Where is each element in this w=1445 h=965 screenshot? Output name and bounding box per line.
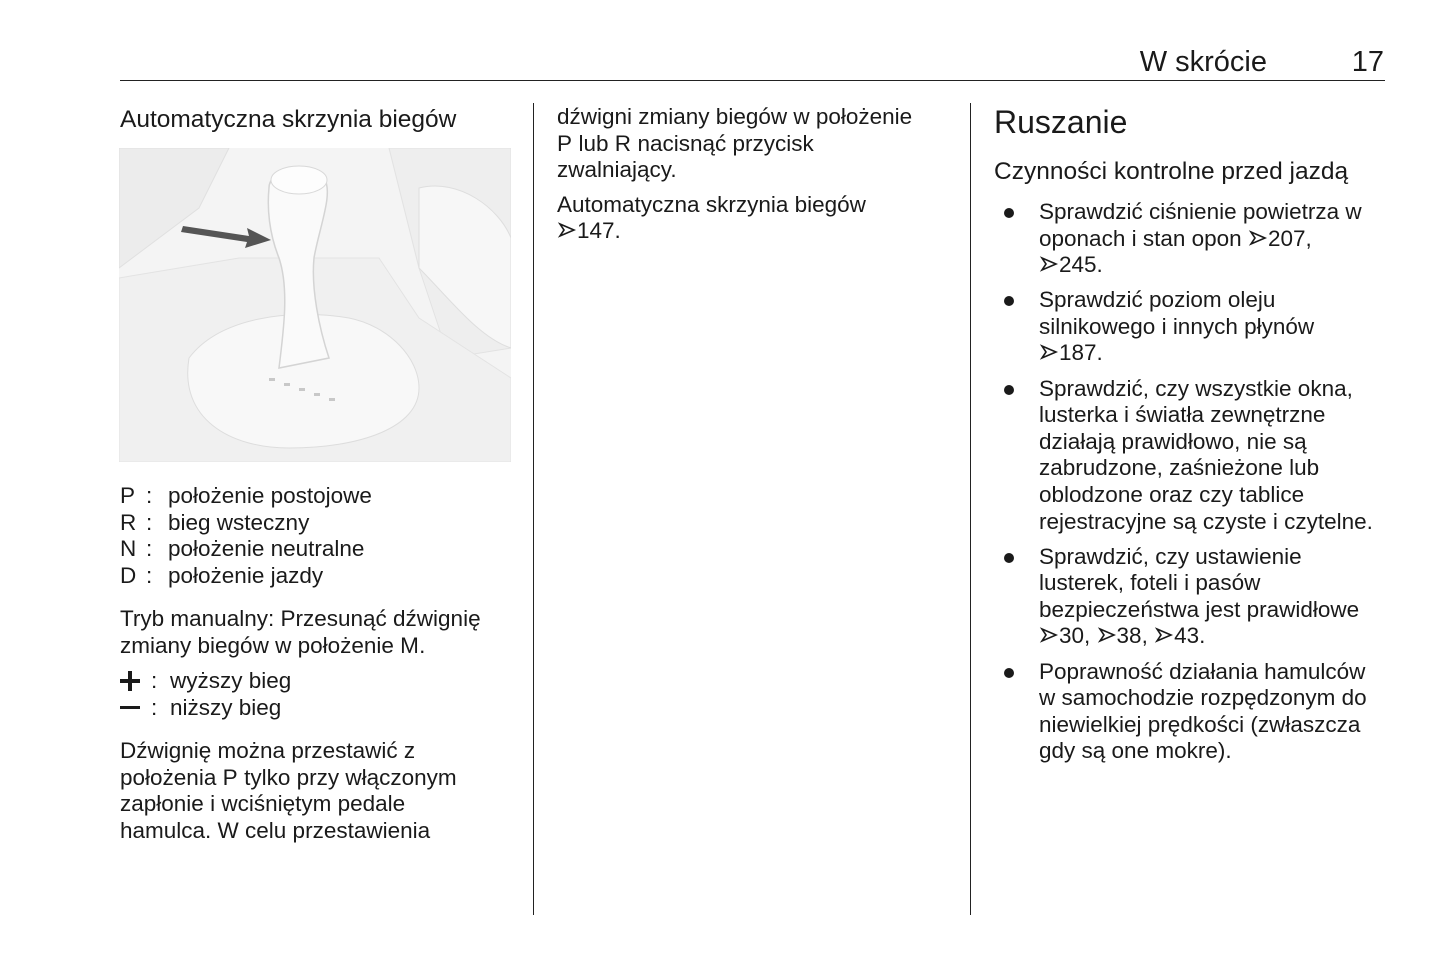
legend-text: wyższy bieg bbox=[170, 668, 292, 693]
page-reference[interactable]: 30, bbox=[1059, 623, 1091, 649]
gear-key: P bbox=[557, 130, 573, 156]
page-reference[interactable]: 245. bbox=[1059, 252, 1103, 278]
page-reference-icon bbox=[1039, 254, 1059, 274]
legend-row-p bbox=[120, 483, 520, 510]
page-reference-icon bbox=[557, 220, 577, 240]
lever-line bbox=[120, 765, 520, 792]
gear-selector-illustration bbox=[119, 148, 511, 462]
right-column bbox=[994, 103, 1394, 773]
legend-key: P bbox=[120, 483, 136, 508]
lever-line: zapłonie i wciśniętym pedale bbox=[120, 791, 406, 817]
lever-key: P bbox=[222, 764, 238, 790]
legend-row-n bbox=[120, 536, 520, 563]
legend-separator: : bbox=[151, 668, 158, 693]
legend-text: położenie jazdy bbox=[168, 562, 324, 588]
body-line bbox=[557, 131, 957, 158]
page-reference[interactable]: 187. bbox=[1059, 340, 1103, 366]
list-item bbox=[994, 376, 1394, 536]
list-line: lusterka i światła zewnętrzne bbox=[1039, 402, 1326, 428]
list-text: oponach i stan opon bbox=[1039, 225, 1242, 251]
body-text: nacisnąć przycisk bbox=[631, 130, 814, 156]
list-line: Sprawdzić, czy wszystkie okna, bbox=[1039, 375, 1353, 401]
column-divider-left bbox=[533, 103, 534, 915]
manual-mode-row-minus bbox=[120, 695, 520, 722]
body-text: lub bbox=[572, 130, 615, 156]
legend-row-r bbox=[120, 510, 520, 537]
legend-text: położenie neutralne bbox=[168, 536, 365, 562]
list-line bbox=[1039, 226, 1394, 253]
page-number: 17 bbox=[1351, 46, 1384, 78]
manual-mode-legend bbox=[120, 668, 520, 721]
legend-separator: : bbox=[146, 483, 153, 508]
legend-row-d bbox=[120, 563, 520, 590]
manual-mode-suffix: . bbox=[419, 632, 426, 658]
manual-mode-prefix: Tryb manualny: Przesunąć dźwignię zmiany biegów w położenie bbox=[120, 606, 481, 658]
middle-column bbox=[557, 104, 957, 245]
list-line bbox=[1039, 340, 1394, 367]
body-line: zwalniający. bbox=[557, 157, 677, 183]
bullet-icon bbox=[1004, 553, 1014, 563]
list-line: zabrudzone, zaśnieżone lub bbox=[1039, 455, 1320, 481]
list-line: Sprawdzić poziom oleju bbox=[1039, 287, 1276, 313]
list-line: Poprawność działania hamulców bbox=[1039, 658, 1366, 684]
section-heading-automatic-gearbox: Automatyczna skrzynia biegów bbox=[120, 106, 457, 133]
page-reference[interactable]: 207, bbox=[1267, 225, 1312, 251]
list-item bbox=[994, 544, 1394, 650]
list-line: w samochodzie rozpędzonym do bbox=[1039, 685, 1367, 711]
manual-mode-row-plus bbox=[120, 668, 520, 695]
legend-text: bieg wsteczny bbox=[168, 509, 310, 535]
page-reference-icon bbox=[1154, 625, 1174, 645]
list-line: silnikowego i innych płynów bbox=[1039, 313, 1315, 339]
list-line: niewielkiej prędkości (zwłaszcza bbox=[1039, 711, 1361, 737]
list-item bbox=[994, 659, 1394, 765]
list-item bbox=[994, 199, 1394, 279]
lever-line: Dźwignię można przestawić z bbox=[120, 738, 416, 763]
list-line bbox=[1039, 623, 1394, 650]
list-line: oblodzone oraz czy tablice bbox=[1039, 481, 1305, 507]
column-divider-right bbox=[970, 103, 971, 915]
legend-key: R bbox=[120, 509, 137, 535]
minus-icon bbox=[120, 695, 151, 721]
lever-line: hamulca. W celu przestawienia bbox=[120, 817, 431, 843]
manual-mode-key: M bbox=[400, 632, 420, 658]
list-line: Sprawdzić, czy ustawienie bbox=[1039, 543, 1302, 569]
checklist bbox=[994, 199, 1394, 765]
legend-separator: : bbox=[146, 562, 153, 588]
subsection-title: Czynności kontrolne przed jazdą bbox=[994, 158, 1349, 185]
header-divider bbox=[120, 80, 1385, 81]
list-line: rejestracyjne są czyste i czytelne. bbox=[1039, 508, 1373, 534]
bullet-icon bbox=[1004, 296, 1014, 306]
page-reference-icon bbox=[1248, 228, 1268, 248]
lever-text: położenia bbox=[120, 764, 223, 790]
manual-mode-text bbox=[120, 606, 520, 659]
list-line: Sprawdzić ciśnienie powietrza w bbox=[1039, 199, 1362, 224]
page-reference[interactable]: 147. bbox=[577, 218, 621, 244]
section-title: Ruszanie bbox=[994, 104, 1128, 140]
list-line: gdy są one mokre). bbox=[1039, 738, 1232, 764]
running-header-title: W skrócie bbox=[1139, 46, 1267, 78]
list-item bbox=[994, 287, 1394, 367]
lever-text: tylko przy włączonym bbox=[237, 764, 457, 790]
body-line: dźwigni zmiany biegów w położenie bbox=[557, 104, 913, 129]
bullet-icon bbox=[1004, 208, 1014, 218]
lever-paragraph bbox=[120, 738, 520, 844]
left-column bbox=[120, 105, 520, 135]
plus-icon bbox=[120, 668, 151, 694]
list-line bbox=[1039, 252, 1394, 279]
legend-separator: : bbox=[146, 509, 153, 535]
gear-key: R bbox=[614, 130, 632, 156]
cross-reference-line bbox=[557, 218, 957, 245]
gear-selector-icon bbox=[119, 148, 511, 462]
bullet-icon bbox=[1004, 385, 1014, 395]
cross-reference-text: Automatyczna skrzynia biegów bbox=[557, 191, 866, 217]
legend-separator: : bbox=[146, 536, 153, 562]
list-line: działają prawidłowo, nie są bbox=[1039, 428, 1307, 454]
page-reference[interactable]: 43. bbox=[1174, 623, 1206, 649]
page-reference-icon bbox=[1039, 342, 1059, 362]
list-line: bezpieczeństwa jest prawidłowe bbox=[1039, 596, 1360, 622]
legend-separator: : bbox=[151, 694, 158, 720]
legend-text: niższy bieg bbox=[170, 694, 282, 720]
page-reference-icon bbox=[1097, 625, 1117, 645]
page-reference[interactable]: 38, bbox=[1116, 623, 1148, 649]
legend-block bbox=[120, 483, 520, 589]
manual-mode-paragraph bbox=[120, 606, 520, 659]
legend-key: D bbox=[120, 562, 137, 588]
page-reference-icon bbox=[1039, 625, 1059, 645]
list-line: lusterek, foteli i pasów bbox=[1039, 570, 1261, 596]
legend-key: N bbox=[120, 536, 137, 562]
legend-text: położenie postojowe bbox=[168, 483, 372, 508]
bullet-icon bbox=[1004, 668, 1014, 678]
